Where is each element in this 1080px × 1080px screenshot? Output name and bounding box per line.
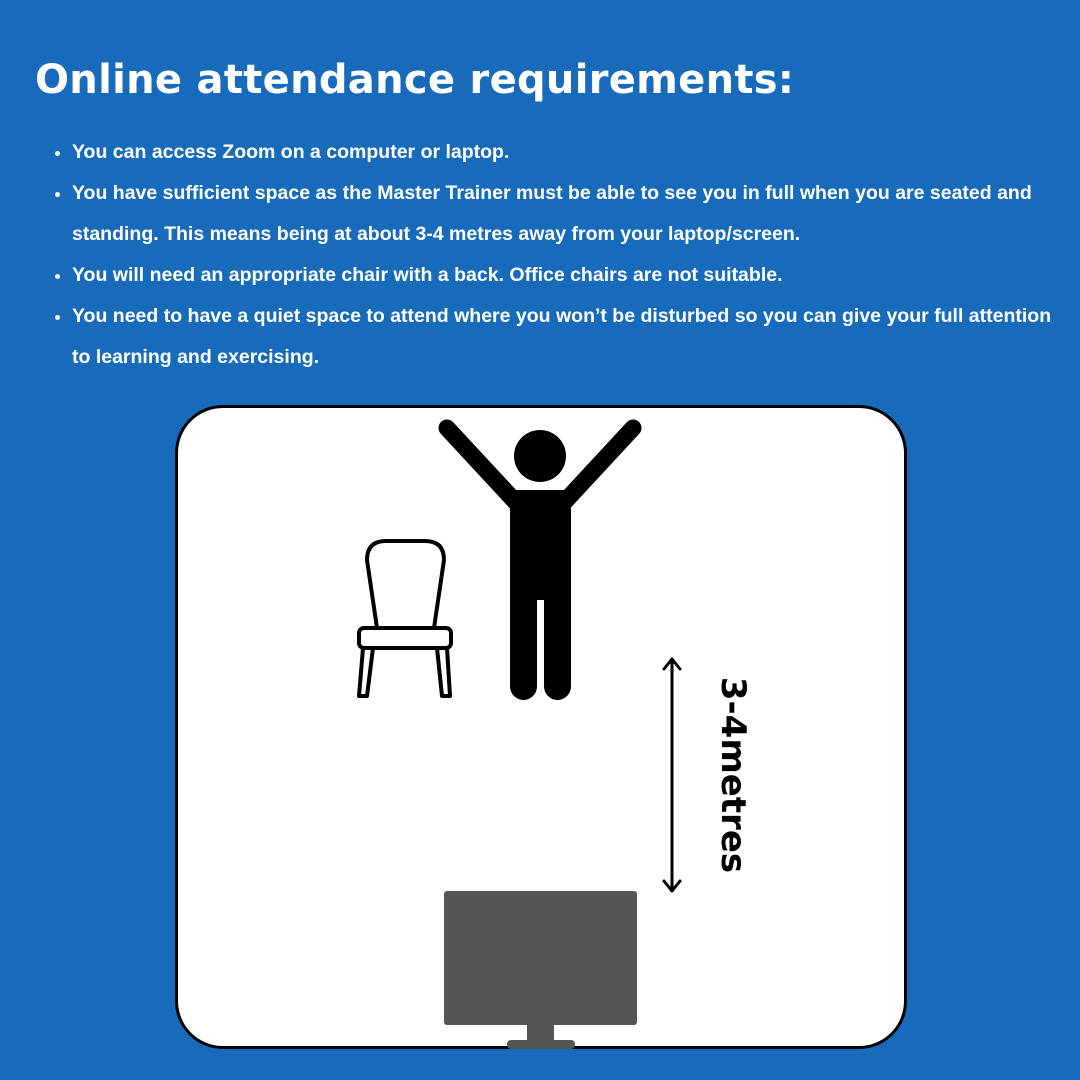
distance-label: 3-4metres <box>713 676 753 874</box>
requirement-item: You can access Zoom on a computer or laptop. <box>50 132 1070 173</box>
page-title: Online attendance requirements: <box>35 57 795 103</box>
person-arms-raised-icon <box>447 428 633 700</box>
chair-icon <box>359 541 451 696</box>
requirement-item: You need to have a quiet space to attend where you won’t be disturbed so you can give your full attention to learning and exercising. <box>50 296 1070 378</box>
requirement-item: You have sufficient space as the Master Trainer must be able to see you in full when you are seated and standing. This means being at about 3-4 metres away from your laptop/screen. <box>50 173 1070 255</box>
requirement-item: You will need an appropriate chair with a back. Office chairs are not suitable. <box>50 255 1070 296</box>
screen-icon <box>444 891 637 1049</box>
double-arrow-icon <box>664 659 680 891</box>
